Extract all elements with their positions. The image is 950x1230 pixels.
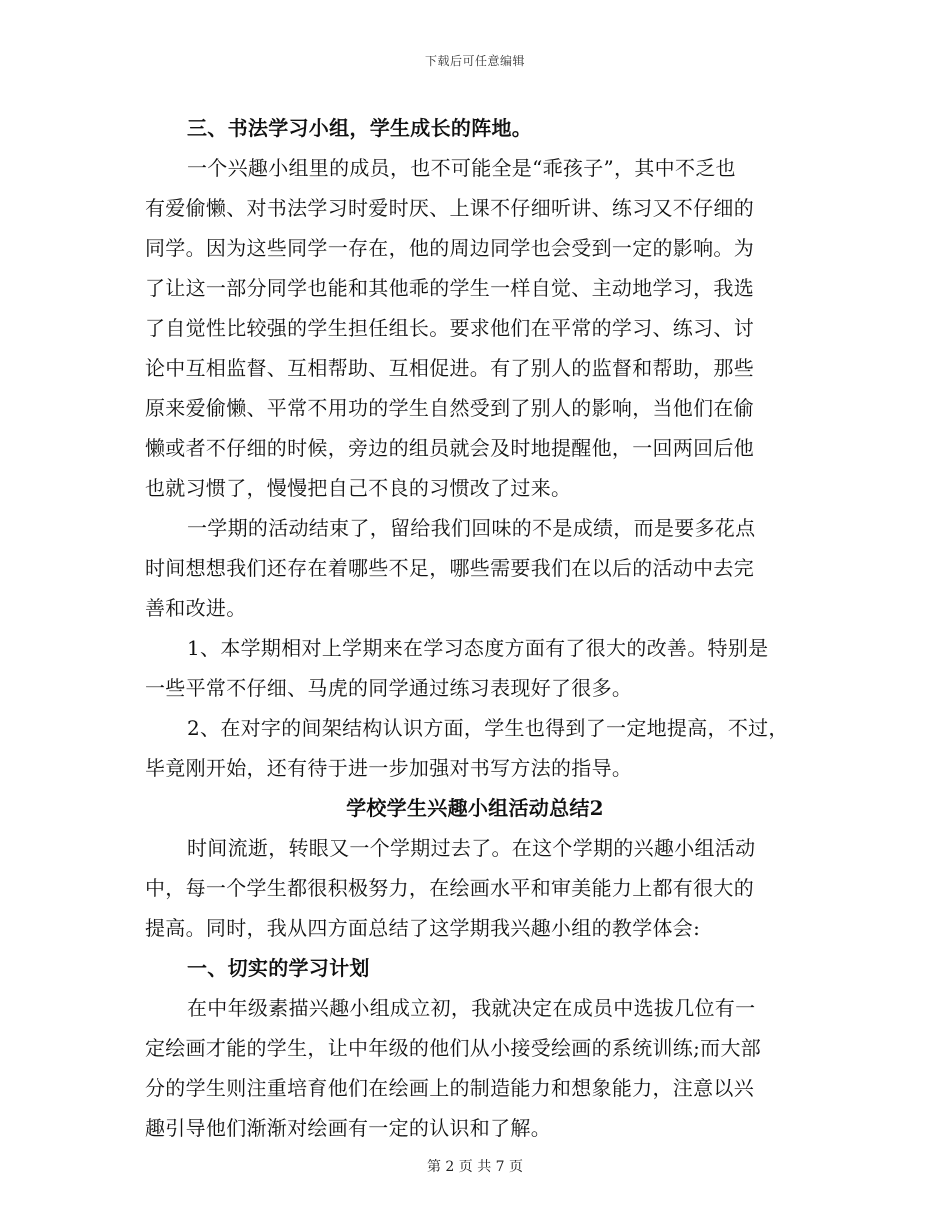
paragraph-line: 时间想想我们还存在着哪些不足，哪些需要我们在以后的活动中去完	[145, 556, 754, 580]
section-heading: 一、切实的学习计划	[187, 956, 370, 980]
document-title: 学校学生兴趣小组活动总结2	[346, 796, 604, 820]
paragraph-line: 中，每一个学生都很积极努力，在绘画水平和审美能力上都有很大的	[145, 876, 754, 900]
list-item-line: 一些平常不仔细、马虎的同学通过练习表现好了很多。	[145, 676, 633, 700]
section-heading: 三、书法学习小组，学生成长的阵地。	[187, 116, 533, 140]
paragraph-line: 提高。同时，我从四方面总结了这学期我兴趣小组的教学体会:	[145, 916, 701, 940]
page-header: 下载后可任意编辑	[424, 54, 525, 68]
paragraph-line: 一学期的活动结束了，留给我们回味的不是成绩，而是要多花点	[187, 516, 756, 540]
paragraph-line: 懒或者不仔细的时候，旁边的组员就会及时地提醒他，一回两回后他	[145, 436, 754, 460]
paragraph-line: 有爱偷懒、对书法学习时爱时厌、上课不仔细听讲、练习又不仔细的	[145, 196, 754, 220]
paragraph-line: 原来爱偷懒、平常不用功的学生自然受到了别人的影响，当他们在偷	[145, 396, 754, 420]
list-item-line: 毕竟刚开始，还有待于进一步加强对书写方法的指导。	[145, 756, 633, 780]
list-item-line: 2、在对字的间架结构认识方面，学生也得到了一定地提高，不过，	[187, 716, 789, 740]
page-footer: 第 2 页 共 7 页	[426, 1159, 524, 1175]
paragraph-line: 在中年级素描兴趣小组成立初，我就决定在成员中选拔几位有一	[187, 996, 756, 1020]
paragraph-line: 也就习惯了，慢慢把自己不良的习惯改了过来。	[145, 476, 572, 500]
paragraph-line: 时间流逝，转眼又一个学期过去了。在这个学期的兴趣小组活动	[187, 836, 756, 860]
paragraph-line: 同学。因为这些同学一存在，他的周边同学也会受到一定的影响。为	[145, 236, 754, 260]
paragraph-line: 了自觉性比较强的学生担任组长。要求他们在平常的学习、练习、讨	[145, 316, 754, 340]
paragraph-line: 分的学生则注重培育他们在绘画上的制造能力和想象能力，注意以兴	[145, 1076, 754, 1100]
document-body	[145, 108, 805, 1148]
paragraph-line: 了让这一部分同学也能和其他乖的学生一样自觉、主动地学习，我选	[145, 276, 754, 300]
paragraph-line: 一个兴趣小组里的成员，也不可能全是“乖孩子”，其中不乏也	[187, 156, 736, 180]
paragraph-line: 趣引导他们渐渐对绘画有一定的认识和了解。	[145, 1116, 551, 1140]
paragraph-line: 善和改进。	[145, 596, 247, 620]
list-item-line: 1、本学期相对上学期来在学习态度方面有了很大的改善。特别是	[187, 636, 769, 660]
paragraph-line: 论中互相监督、互相帮助、互相促进。有了别人的监督和帮助，那些	[145, 356, 754, 380]
paragraph-line: 定绘画才能的学生，让中年级的他们从小接受绘画的系统训练;而大部	[145, 1036, 762, 1060]
